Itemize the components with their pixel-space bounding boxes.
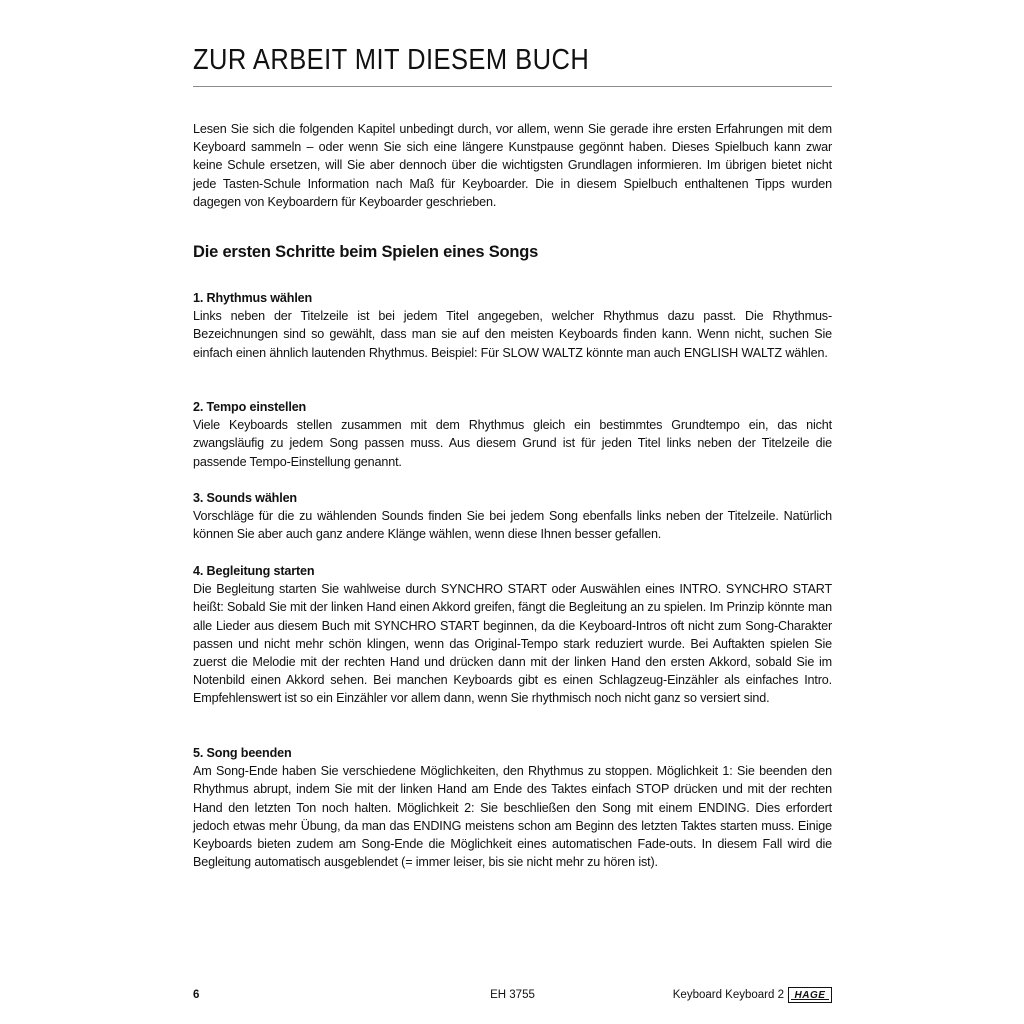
page-footer <box>193 987 832 1005</box>
step-text: Am Song-Ende haben Sie verschiedene Möglichkeiten, den Rhythmus zu stoppen. Möglichkeit 1: Sie beenden den Rhythmus abrupt, indem Sie mit der linken Hand am Ende des Taktes einfach STOP drücken und mit der rechten Hand den letzten Ton noch halten. Möglichkeit 2: Sie beschließen den Song mit einem ENDING. Dies erfordert jedoch etwas mehr Übung, da man das ENDING meistens schon am Beginn des letzten Taktes starten muss. Einige Keyboards bieten zudem am Song-Ende die Möglichkeit eines automatischen Fade-outs. In diesem Fall wird die Begleitung automatisch ausgeblendet (= immer leiser, bis sie nicht mehr zu hören ist). <box>193 764 832 870</box>
page-title: ZUR ARBEIT MIT DIESEM BUCH <box>193 44 590 76</box>
edition-number: EH 3755 <box>490 989 535 1001</box>
step-heading: 2. Tempo einstellen <box>193 400 307 414</box>
step-accompaniment <box>193 562 832 708</box>
title-divider <box>193 86 832 87</box>
step-rhythm <box>193 289 832 362</box>
step-text: Viele Keyboards stellen zusammen mit dem Rhythmus gleich ein bestimmtes Grundtempo ein, das nicht zwangsläufig zu jedem Song passen muss. Aus diesem Grund ist für jeden Titel links neben der Titelzeile die passende Tempo-Einstellung genannt. <box>193 418 832 469</box>
publisher-logo: HAGE <box>788 987 832 1003</box>
step-text: Links neben der Titelzeile ist bei jedem Titel angegeben, welcher Rhythmus dazu passt. Die Rhythmus-Bezeichnungen sind so gewählt, dass man sie auf den meisten Keyboards finden kann. Wenn nicht, suchen Sie einfach einen ähnlich lautenden Rhythmus. Beispiel: Für SLOW WALTZ könnte man auch ENGLISH WALTZ wählen. <box>193 309 832 360</box>
step-text: Vorschläge für die zu wählenden Sounds finden Sie bei jedem Song ebenfalls links neben der Titelzeile. Natürlich können Sie aber auch ganz andere Klänge wählen, wenn diese Ihnen besser gefallen. <box>193 509 832 542</box>
intro-paragraph: Lesen Sie sich die folgenden Kapitel unbedingt durch, vor allem, wenn Sie gerade ihre ersten Erfahrungen mit dem Keyboard sammeln – oder wenn Sie sich eine längere Kunstpause gegönnt haben. Dieses Spielbuch kann zwar keine Schule ersetzen, will Sie aber dennoch über die wichtigsten Grundlagen informieren. Im übrigen bietet nicht jede Tasten-Schule Information nach Maß für Keyboarder. Die in diesem Spielbuch enthaltenen Tipps wurden dagegen von Keyboardern für Keyboarder geschrieben. <box>193 122 832 209</box>
step-heading: 3. Sounds wählen <box>193 491 297 505</box>
page-number: 6 <box>193 989 200 1001</box>
section-subheading: Die ersten Schritte beim Spielen eines Songs <box>193 243 539 261</box>
step-sounds <box>193 489 832 544</box>
book-title: Keyboard Keyboard 2 <box>672 989 784 1001</box>
step-tempo <box>193 398 832 471</box>
step-heading: 1. Rhythmus wählen <box>193 291 313 305</box>
step-text: Die Begleitung starten Sie wahlweise durch SYNCHRO START oder Auswählen eines INTRO. SYNCHRO START heißt: Sobald Sie mit der linken Hand einen Akkord greifen, fängt die Begleitung an zu spielen. Im Prinzip könnte man alle Lieder aus diesem Buch mit SYNCHRO START beginnen, da die Keyboard-Intros oft nicht zum Song-Charakter passen und nicht mehr schön klingen, wenn das Original-Tempo stark reduziert wurde. Bei Auftakten spielen Sie zuerst die Melodie mit der rechten Hand und drücken dann mit der linken Hand den ersten Akkord, sobald Sie im Notenbild einen Akkord sehen. Bei manchen Keyboards gibt es einen Schlagzeug-Einzähler als einfaches Intro. Empfehlenswert ist so ein Einzähler vor allem dann, wenn Sie rhythmisch noch nicht ganz so versiert sind. <box>193 582 832 706</box>
step-heading: 4. Begleitung starten <box>193 564 315 578</box>
step-ending <box>193 744 832 871</box>
step-heading: 5. Song beenden <box>193 746 292 760</box>
